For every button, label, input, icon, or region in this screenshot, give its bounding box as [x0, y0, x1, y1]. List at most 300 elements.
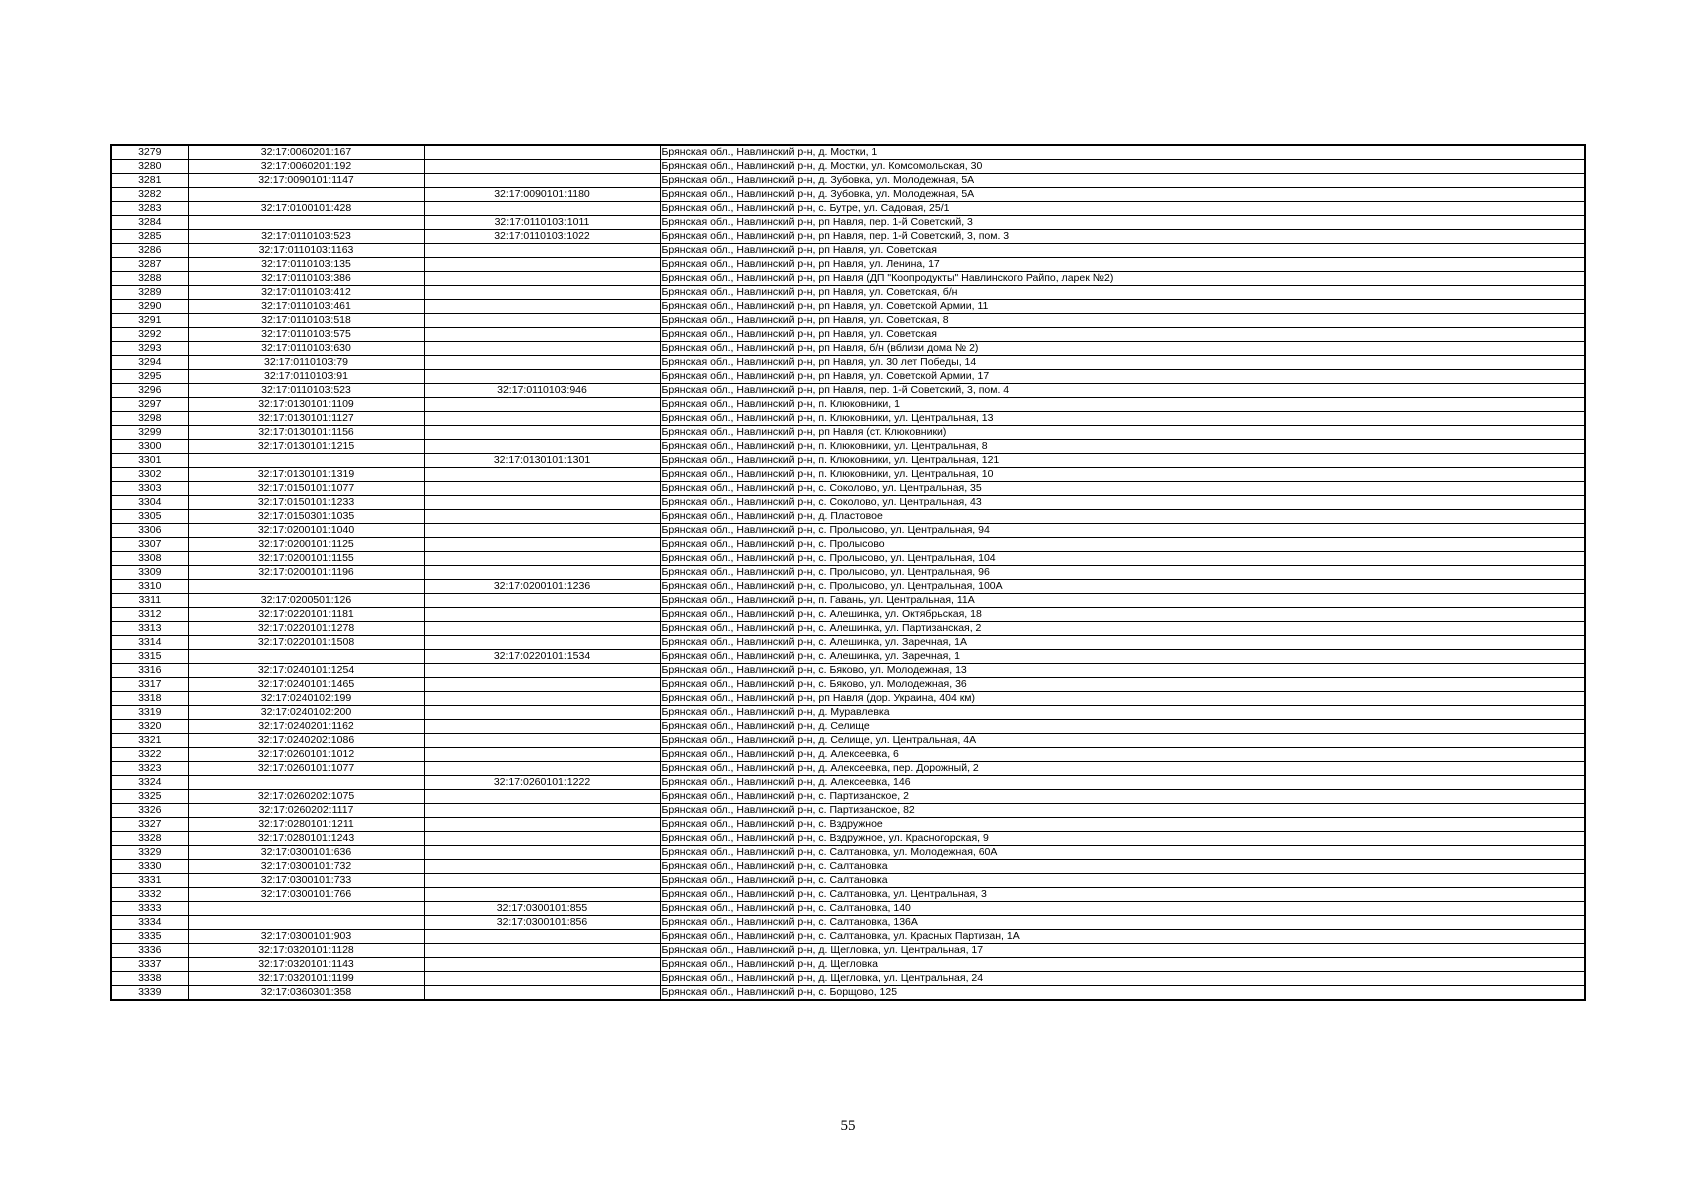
- related-cadastral-number: 32:17:0130101:1301: [424, 454, 660, 468]
- row-number: 3335: [111, 930, 188, 944]
- cadastral-number: 32:17:0110103:412: [188, 286, 424, 300]
- table-row: [111, 356, 1585, 370]
- row-number: 3307: [111, 538, 188, 552]
- address: Брянская обл., Навлинский р-н, рп Навля (ст. Клюковники): [660, 426, 1585, 440]
- cadastral-number: 32:17:0320101:1128: [188, 944, 424, 958]
- row-number: 3304: [111, 496, 188, 510]
- cadastral-number: 32:17:0110103:630: [188, 342, 424, 356]
- cadastral-number: 32:17:0240102:200: [188, 706, 424, 720]
- cadastral-number: 32:17:0300101:636: [188, 846, 424, 860]
- related-cadastral-number: [424, 608, 660, 622]
- cadastral-number: 32:17:0260101:1012: [188, 748, 424, 762]
- row-number: 3330: [111, 860, 188, 874]
- table-row: [111, 384, 1585, 398]
- table-row: [111, 706, 1585, 720]
- table-row: [111, 622, 1585, 636]
- address: Брянская обл., Навлинский р-н, п. Клюковники, 1: [660, 398, 1585, 412]
- cadastral-number: 32:17:0110103:523: [188, 384, 424, 398]
- address: Брянская обл., Навлинский р-н, п. Клюковники, ул. Центральная, 13: [660, 412, 1585, 426]
- cadastral-number: 32:17:0110103:135: [188, 258, 424, 272]
- related-cadastral-number: [424, 930, 660, 944]
- related-cadastral-number: 32:17:0110103:1022: [424, 230, 660, 244]
- address: Брянская обл., Навлинский р-н, п. Клюковники, ул. Центральная, 10: [660, 468, 1585, 482]
- table-row: [111, 790, 1585, 804]
- row-number: 3279: [111, 145, 188, 160]
- table-row: [111, 286, 1585, 300]
- related-cadastral-number: [424, 356, 660, 370]
- table-row: [111, 174, 1585, 188]
- table-row: [111, 258, 1585, 272]
- related-cadastral-number: [424, 174, 660, 188]
- cadastral-number: 32:17:0320101:1143: [188, 958, 424, 972]
- cadastral-number: 32:17:0300101:732: [188, 860, 424, 874]
- cadastral-number: 32:17:0110103:1163: [188, 244, 424, 258]
- related-cadastral-number: [424, 538, 660, 552]
- address: Брянская обл., Навлинский р-н, с. Бутре, ул. Садовая, 25/1: [660, 202, 1585, 216]
- address: Брянская обл., Навлинский р-н, с. Вздружное, ул. Красногорская, 9: [660, 832, 1585, 846]
- address: Брянская обл., Навлинский р-н, д. Алексеевка, 146: [660, 776, 1585, 790]
- cadastral-number: 32:17:0240202:1086: [188, 734, 424, 748]
- row-number: 3286: [111, 244, 188, 258]
- table-row: [111, 300, 1585, 314]
- row-number: 3284: [111, 216, 188, 230]
- row-number: 3289: [111, 286, 188, 300]
- row-number: 3313: [111, 622, 188, 636]
- row-number: 3282: [111, 188, 188, 202]
- cadastral-number: 32:17:0240101:1254: [188, 664, 424, 678]
- table-row: [111, 888, 1585, 902]
- cadastral-number: [188, 188, 424, 202]
- address: Брянская обл., Навлинский р-н, рп Навля, ул. Ленина, 17: [660, 258, 1585, 272]
- related-cadastral-number: [424, 398, 660, 412]
- row-number: 3327: [111, 818, 188, 832]
- page-number: 55: [840, 1118, 856, 1134]
- table-row: [111, 398, 1585, 412]
- row-number: 3325: [111, 790, 188, 804]
- cadastral-number: [188, 916, 424, 930]
- row-number: 3329: [111, 846, 188, 860]
- table-row: [111, 650, 1585, 664]
- table-row: [111, 216, 1585, 230]
- table-row: [111, 566, 1585, 580]
- cadastral-number: 32:17:0300101:766: [188, 888, 424, 902]
- row-number: 3293: [111, 342, 188, 356]
- address: Брянская обл., Навлинский р-н, с. Алешинка, ул. Заречная, 1А: [660, 636, 1585, 650]
- address: Брянская обл., Навлинский р-н, д. Щегловка, ул. Центральная, 17: [660, 944, 1585, 958]
- row-number: 3295: [111, 370, 188, 384]
- cadastral-number: 32:17:0280101:1211: [188, 818, 424, 832]
- address: Брянская обл., Навлинский р-н, с. Пролысово, ул. Центральная, 104: [660, 552, 1585, 566]
- related-cadastral-number: [424, 972, 660, 986]
- table-row: [111, 762, 1585, 776]
- cadastral-number: [188, 902, 424, 916]
- related-cadastral-number: [424, 412, 660, 426]
- table-row: [111, 370, 1585, 384]
- related-cadastral-number: [424, 328, 660, 342]
- address: Брянская обл., Навлинский р-н, с. Партизанское, 2: [660, 790, 1585, 804]
- related-cadastral-number: [424, 145, 660, 160]
- table-row: [111, 874, 1585, 888]
- related-cadastral-number: [424, 874, 660, 888]
- row-number: 3305: [111, 510, 188, 524]
- cadastral-number: 32:17:0260101:1077: [188, 762, 424, 776]
- address: Брянская обл., Навлинский р-н, с. Салтановка: [660, 874, 1585, 888]
- related-cadastral-number: [424, 622, 660, 636]
- row-number: 3323: [111, 762, 188, 776]
- address: Брянская обл., Навлинский р-н, д. Щегловка, ул. Центральная, 24: [660, 972, 1585, 986]
- registry-table-body: [111, 145, 1585, 1000]
- address: Брянская обл., Навлинский р-н, д. Зубовка, ул. Молодежная, 5А: [660, 188, 1585, 202]
- cadastral-number: 32:17:0110103:79: [188, 356, 424, 370]
- cadastral-number: 32:17:0130101:1319: [188, 468, 424, 482]
- related-cadastral-number: [424, 790, 660, 804]
- related-cadastral-number: 32:17:0300101:855: [424, 902, 660, 916]
- address: Брянская обл., Навлинский р-н, рп Навля, ул. Советской Армии, 11: [660, 300, 1585, 314]
- related-cadastral-number: [424, 804, 660, 818]
- related-cadastral-number: 32:17:0220101:1534: [424, 650, 660, 664]
- cadastral-number: [188, 454, 424, 468]
- cadastral-number: 32:17:0110103:386: [188, 272, 424, 286]
- row-number: 3312: [111, 608, 188, 622]
- address: Брянская обл., Навлинский р-н, с. Соколово, ул. Центральная, 35: [660, 482, 1585, 496]
- row-number: 3321: [111, 734, 188, 748]
- address: Брянская обл., Навлинский р-н, п. Гавань, ул. Центральная, 11А: [660, 594, 1585, 608]
- cadastral-number: 32:17:0060201:192: [188, 160, 424, 174]
- row-number: 3315: [111, 650, 188, 664]
- related-cadastral-number: [424, 496, 660, 510]
- related-cadastral-number: [424, 524, 660, 538]
- cadastral-number: 32:17:0220101:1278: [188, 622, 424, 636]
- related-cadastral-number: [424, 286, 660, 300]
- table-row: [111, 944, 1585, 958]
- row-number: 3283: [111, 202, 188, 216]
- row-number: 3339: [111, 986, 188, 1001]
- address: Брянская обл., Навлинский р-н, рп Навля, пер. 1-й Советский, 3, пом. 3: [660, 230, 1585, 244]
- related-cadastral-number: [424, 860, 660, 874]
- related-cadastral-number: [424, 748, 660, 762]
- row-number: 3320: [111, 720, 188, 734]
- table-row: [111, 552, 1585, 566]
- related-cadastral-number: [424, 636, 660, 650]
- cadastral-number: 32:17:0130101:1109: [188, 398, 424, 412]
- related-cadastral-number: [424, 440, 660, 454]
- cadastral-number: 32:17:0280101:1243: [188, 832, 424, 846]
- related-cadastral-number: [424, 720, 660, 734]
- address: Брянская обл., Навлинский р-н, с. Салтановка, 140: [660, 902, 1585, 916]
- related-cadastral-number: 32:17:0300101:856: [424, 916, 660, 930]
- cadastral-number: 32:17:0130101:1127: [188, 412, 424, 426]
- cadastral-number: 32:17:0110103:575: [188, 328, 424, 342]
- cadastral-number: 32:17:0150101:1233: [188, 496, 424, 510]
- address: Брянская обл., Навлинский р-н, рп Навля, пер. 1-й Советский, 3: [660, 216, 1585, 230]
- address: Брянская обл., Навлинский р-н, д. Мостки, ул. Комсомольская, 30: [660, 160, 1585, 174]
- related-cadastral-number: [424, 706, 660, 720]
- related-cadastral-number: [424, 272, 660, 286]
- cadastral-number: 32:17:0220101:1181: [188, 608, 424, 622]
- related-cadastral-number: [424, 314, 660, 328]
- cadastral-number: 32:17:0200101:1155: [188, 552, 424, 566]
- table-row: [111, 538, 1585, 552]
- cadastral-number: 32:17:0130101:1215: [188, 440, 424, 454]
- row-number: 3310: [111, 580, 188, 594]
- related-cadastral-number: [424, 482, 660, 496]
- table-row: [111, 734, 1585, 748]
- table-row: [111, 986, 1585, 1001]
- cadastral-number: 32:17:0260202:1117: [188, 804, 424, 818]
- address: Брянская обл., Навлинский р-н, с. Пролысово, ул. Центральная, 100А: [660, 580, 1585, 594]
- cadastral-number: 32:17:0240102:199: [188, 692, 424, 706]
- related-cadastral-number: [424, 846, 660, 860]
- related-cadastral-number: [424, 594, 660, 608]
- cadastral-number: 32:17:0200101:1196: [188, 566, 424, 580]
- address: Брянская обл., Навлинский р-н, с. Пролысово, ул. Центральная, 96: [660, 566, 1585, 580]
- related-cadastral-number: [424, 566, 660, 580]
- table-row: [111, 580, 1585, 594]
- cadastral-number: 32:17:0130101:1156: [188, 426, 424, 440]
- table-row: [111, 314, 1585, 328]
- table-row: [111, 230, 1585, 244]
- cadastral-number: 32:17:0320101:1199: [188, 972, 424, 986]
- related-cadastral-number: [424, 426, 660, 440]
- row-number: 3299: [111, 426, 188, 440]
- cadastral-number: 32:17:0200101:1125: [188, 538, 424, 552]
- table-row: [111, 748, 1585, 762]
- row-number: 3318: [111, 692, 188, 706]
- address: Брянская обл., Навлинский р-н, с. Соколово, ул. Центральная, 43: [660, 496, 1585, 510]
- cadastral-number: [188, 216, 424, 230]
- cadastral-number: 32:17:0090101:1147: [188, 174, 424, 188]
- related-cadastral-number: [424, 552, 660, 566]
- cadastral-number: 32:17:0360301:358: [188, 986, 424, 1001]
- table-row: [111, 244, 1585, 258]
- address: Брянская обл., Навлинский р-н, д. Селище, ул. Центральная, 4А: [660, 734, 1585, 748]
- table-row: [111, 832, 1585, 846]
- table-row: [111, 482, 1585, 496]
- address: Брянская обл., Навлинский р-н, д. Зубовка, ул. Молодежная, 5А: [660, 174, 1585, 188]
- row-number: 3294: [111, 356, 188, 370]
- cadastral-number: [188, 776, 424, 790]
- row-number: 3292: [111, 328, 188, 342]
- related-cadastral-number: [424, 468, 660, 482]
- row-number: 3281: [111, 174, 188, 188]
- row-number: 3280: [111, 160, 188, 174]
- address: Брянская обл., Навлинский р-н, с. Салтановка, ул. Молодежная, 60А: [660, 846, 1585, 860]
- row-number: 3311: [111, 594, 188, 608]
- table-row: [111, 188, 1585, 202]
- address: Брянская обл., Навлинский р-н, с. Пролысово: [660, 538, 1585, 552]
- row-number: 3285: [111, 230, 188, 244]
- row-number: 3338: [111, 972, 188, 986]
- table-row: [111, 145, 1585, 160]
- address: Брянская обл., Навлинский р-н, рп Навля, ул. Советская: [660, 244, 1585, 258]
- related-cadastral-number: 32:17:0260101:1222: [424, 776, 660, 790]
- related-cadastral-number: [424, 958, 660, 972]
- related-cadastral-number: 32:17:0090101:1180: [424, 188, 660, 202]
- row-number: 3298: [111, 412, 188, 426]
- row-number: 3336: [111, 944, 188, 958]
- related-cadastral-number: [424, 888, 660, 902]
- cadastral-number: 32:17:0260202:1075: [188, 790, 424, 804]
- cadastral-number: 32:17:0150301:1035: [188, 510, 424, 524]
- address: Брянская обл., Навлинский р-н, с. Салтановка, ул. Красных Партизан, 1А: [660, 930, 1585, 944]
- row-number: 3332: [111, 888, 188, 902]
- table-row: [111, 692, 1585, 706]
- cadastral-number: 32:17:0240201:1162: [188, 720, 424, 734]
- cadastral-number: 32:17:0300101:733: [188, 874, 424, 888]
- address: Брянская обл., Навлинский р-н, рп Навля (ДП "Коопродукты" Навлинского Райпо, ларек №2): [660, 272, 1585, 286]
- cadastral-number: [188, 650, 424, 664]
- table-row: [111, 468, 1585, 482]
- cadastral-number: 32:17:0060201:167: [188, 145, 424, 160]
- address: Брянская обл., Навлинский р-н, д. Муравлевка: [660, 706, 1585, 720]
- related-cadastral-number: [424, 944, 660, 958]
- cadastral-number: 32:17:0200101:1040: [188, 524, 424, 538]
- row-number: 3306: [111, 524, 188, 538]
- related-cadastral-number: 32:17:0110103:1011: [424, 216, 660, 230]
- cadastral-number: 32:17:0110103:518: [188, 314, 424, 328]
- related-cadastral-number: [424, 300, 660, 314]
- table-row: [111, 426, 1585, 440]
- table-row: [111, 510, 1585, 524]
- row-number: 3301: [111, 454, 188, 468]
- related-cadastral-number: [424, 370, 660, 384]
- row-number: 3326: [111, 804, 188, 818]
- cadastral-number: 32:17:0240101:1465: [188, 678, 424, 692]
- address: Брянская обл., Навлинский р-н, рп Навля, ул. Советская: [660, 328, 1585, 342]
- address: Брянская обл., Навлинский р-н, с. Алешинка, ул. Заречная, 1: [660, 650, 1585, 664]
- cadastral-number: [188, 580, 424, 594]
- address: Брянская обл., Навлинский р-н, рп Навля, ул. Советской Армии, 17: [660, 370, 1585, 384]
- address: Брянская обл., Навлинский р-н, д. Щегловка: [660, 958, 1585, 972]
- address: Брянская обл., Навлинский р-н, д. Мостки, 1: [660, 145, 1585, 160]
- table-row: [111, 272, 1585, 286]
- cadastral-number: 32:17:0150101:1077: [188, 482, 424, 496]
- address: Брянская обл., Навлинский р-н, п. Клюковники, ул. Центральная, 121: [660, 454, 1585, 468]
- table-row: [111, 636, 1585, 650]
- cadastral-number: 32:17:0110103:461: [188, 300, 424, 314]
- row-number: 3322: [111, 748, 188, 762]
- row-number: 3314: [111, 636, 188, 650]
- table-row: [111, 342, 1585, 356]
- table-row: [111, 930, 1585, 944]
- table-row: [111, 496, 1585, 510]
- address: Брянская обл., Навлинский р-н, рп Навля, пер. 1-й Советский, 3, пом. 4: [660, 384, 1585, 398]
- row-number: 3308: [111, 552, 188, 566]
- address: Брянская обл., Навлинский р-н, п. Клюковники, ул. Центральная, 8: [660, 440, 1585, 454]
- address: Брянская обл., Навлинский р-н, с. Борщово, 125: [660, 986, 1585, 1001]
- related-cadastral-number: [424, 818, 660, 832]
- cadastral-number: 32:17:0110103:91: [188, 370, 424, 384]
- row-number: 3324: [111, 776, 188, 790]
- address: Брянская обл., Навлинский р-н, с. Салтановка: [660, 860, 1585, 874]
- row-number: 3316: [111, 664, 188, 678]
- registry-table: [110, 144, 1586, 1001]
- related-cadastral-number: [424, 832, 660, 846]
- row-number: 3317: [111, 678, 188, 692]
- related-cadastral-number: [424, 202, 660, 216]
- table-row: [111, 902, 1585, 916]
- address: Брянская обл., Навлинский р-н, рп Навля, ул. Советская, б/н: [660, 286, 1585, 300]
- cadastral-number: 32:17:0110103:523: [188, 230, 424, 244]
- row-number: 3319: [111, 706, 188, 720]
- related-cadastral-number: 32:17:0200101:1236: [424, 580, 660, 594]
- table-row: [111, 202, 1585, 216]
- table-row: [111, 958, 1585, 972]
- cadastral-number: 32:17:0220101:1508: [188, 636, 424, 650]
- row-number: 3291: [111, 314, 188, 328]
- table-row: [111, 972, 1585, 986]
- table-row: [111, 160, 1585, 174]
- related-cadastral-number: [424, 244, 660, 258]
- address: Брянская обл., Навлинский р-н, рп Навля, ул. 30 лет Победы, 14: [660, 356, 1585, 370]
- row-number: 3287: [111, 258, 188, 272]
- address: Брянская обл., Навлинский р-н, с. Салтановка, 136А: [660, 916, 1585, 930]
- row-number: 3303: [111, 482, 188, 496]
- address: Брянская обл., Навлинский р-н, с. Вздружное: [660, 818, 1585, 832]
- table-row: [111, 916, 1585, 930]
- table-row: [111, 720, 1585, 734]
- address: Брянская обл., Навлинский р-н, с. Бяково, ул. Молодежная, 36: [660, 678, 1585, 692]
- address: Брянская обл., Навлинский р-н, д. Селище: [660, 720, 1585, 734]
- table-row: [111, 328, 1585, 342]
- related-cadastral-number: [424, 342, 660, 356]
- cadastral-number: 32:17:0100101:428: [188, 202, 424, 216]
- related-cadastral-number: [424, 678, 660, 692]
- address: Брянская обл., Навлинский р-н, с. Алешинка, ул. Октябрьская, 18: [660, 608, 1585, 622]
- table-row: [111, 818, 1585, 832]
- related-cadastral-number: [424, 258, 660, 272]
- related-cadastral-number: [424, 160, 660, 174]
- row-number: 3331: [111, 874, 188, 888]
- row-number: 3334: [111, 916, 188, 930]
- address: Брянская обл., Навлинский р-н, с. Бяково, ул. Молодежная, 13: [660, 664, 1585, 678]
- address: Брянская обл., Навлинский р-н, с. Пролысово, ул. Центральная, 94: [660, 524, 1585, 538]
- address: Брянская обл., Навлинский р-н, рп Навля, б/н (вблизи дома № 2): [660, 342, 1585, 356]
- cadastral-number: 32:17:0300101:903: [188, 930, 424, 944]
- related-cadastral-number: [424, 692, 660, 706]
- address: Брянская обл., Навлинский р-н, д. Алексеевка, 6: [660, 748, 1585, 762]
- address: Брянская обл., Навлинский р-н, рп Навля, ул. Советская, 8: [660, 314, 1585, 328]
- address: Брянская обл., Навлинский р-н, с. Салтановка, ул. Центральная, 3: [660, 888, 1585, 902]
- table-row: [111, 846, 1585, 860]
- related-cadastral-number: [424, 510, 660, 524]
- table-row: [111, 804, 1585, 818]
- table-row: [111, 860, 1585, 874]
- table-row: [111, 524, 1585, 538]
- related-cadastral-number: [424, 986, 660, 1001]
- table-row: [111, 440, 1585, 454]
- related-cadastral-number: 32:17:0110103:946: [424, 384, 660, 398]
- row-number: 3296: [111, 384, 188, 398]
- row-number: 3297: [111, 398, 188, 412]
- table-row: [111, 608, 1585, 622]
- row-number: 3337: [111, 958, 188, 972]
- row-number: 3288: [111, 272, 188, 286]
- table-row: [111, 664, 1585, 678]
- cadastral-number: 32:17:0200501:126: [188, 594, 424, 608]
- address: Брянская обл., Навлинский р-н, с. Алешинка, ул. Партизанская, 2: [660, 622, 1585, 636]
- row-number: 3302: [111, 468, 188, 482]
- row-number: 3300: [111, 440, 188, 454]
- address: Брянская обл., Навлинский р-н, д. Пластовое: [660, 510, 1585, 524]
- related-cadastral-number: [424, 734, 660, 748]
- related-cadastral-number: [424, 762, 660, 776]
- address: Брянская обл., Навлинский р-н, д. Алексеевка, пер. Дорожный, 2: [660, 762, 1585, 776]
- table-row: [111, 776, 1585, 790]
- table-row: [111, 678, 1585, 692]
- table-row: [111, 412, 1585, 426]
- related-cadastral-number: [424, 664, 660, 678]
